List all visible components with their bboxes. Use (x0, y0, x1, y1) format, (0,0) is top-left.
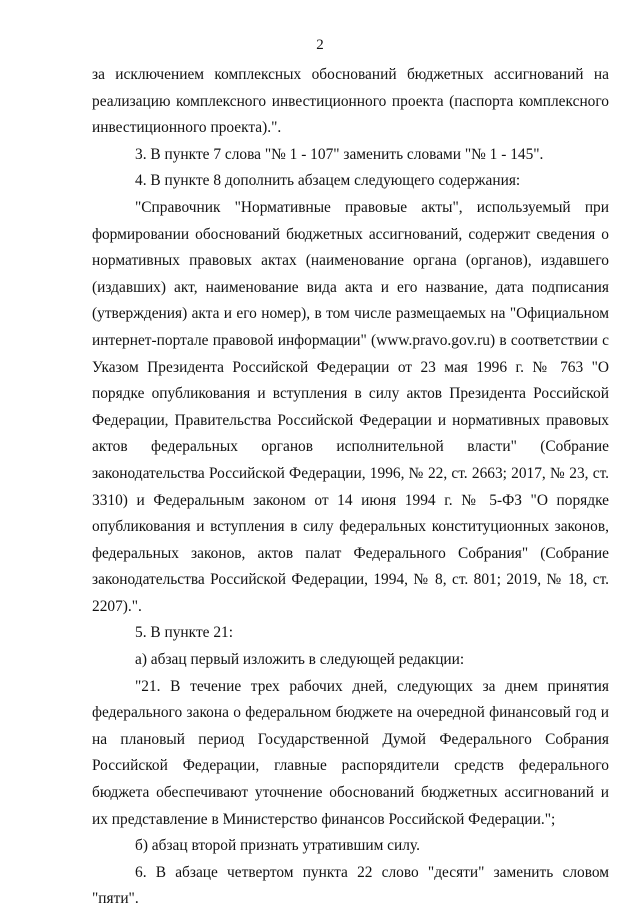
paragraph-subitem-b: б) абзац второй признать утратившим силу. (135, 837, 420, 855)
page-number: 2 (316, 37, 324, 53)
paragraph-item-3: 3. В пункте 7 слова "№ 1 - 107" заменить словами "№ 1 - 145". (135, 145, 544, 163)
paragraph-quoted-item-21: "21. В течение трех рабочих дней, следующих за днем принятия федерального закона о федеральном бюджете на очередной финансовый год и на плановый период Государственной Думой Федерального Собрания Российской Федерации, главные распорядители средств федерального бюджета обеспечивают уточнение обоснований бюджетных ассигнований и их представление в Министерство финансов Российской Федерации."; (92, 677, 609, 828)
paragraph-item-5: 5. В пункте 21: (135, 624, 234, 642)
paragraph-item-6: 6. В абзаце четвертом пункта 22 слово "десяти" заменить словом "пяти". (92, 863, 609, 908)
paragraph-item-4: 4. В пункте 8 дополнить абзацем следующего содержания: (135, 172, 521, 190)
paragraph-subitem-a: а) абзац первый изложить в следующей редакции: (135, 651, 465, 669)
paragraph-quoted-reference-handbook: "Справочник "Нормативные правовые акты", используемый при формировании обоснований бюджетных ассигнований, содержит сведения о нормативных правовых актах (наименование органа (органов), издавшего (издавших) акт, наименование вида акта и его название, дата подписания (утверждения) акта и его номер), в том числе размещаемых на "Официальном интернет-портале правовой информации" (www.pravo.gov.ru) в соответствии с Указом Президента Российской Федерации от 23 мая 1996 г. № 763 "О порядке опубликования и вступления в силу актов Президента Российской Федерации, Правительства Российской Федерации и нормативных правовых актов федеральных органов исполнительной власти" (Собрание законодательства Российской Федерации, 1996, № 22, ст. 2663; 2017, № 23, ст. 3310) и Федеральным законом от 14 июня 1994 г. № 5-ФЗ "О порядке опубликования и вступления в силу федеральных конституционных законов, федеральных законов, актов палат Федерального Собрания" (Собрание законодательства Российской Федерации, 1994, № 8, ст. 801; 2019, № 18, ст. 2207).". (92, 198, 609, 615)
paragraph-continuation: за исключением комплексных обоснований бюджетных ассигнований на реализацию комплексного инвестиционного проекта (паспорта комплексного инвестиционного проекта).". (92, 66, 609, 137)
document-body (92, 62, 609, 913)
